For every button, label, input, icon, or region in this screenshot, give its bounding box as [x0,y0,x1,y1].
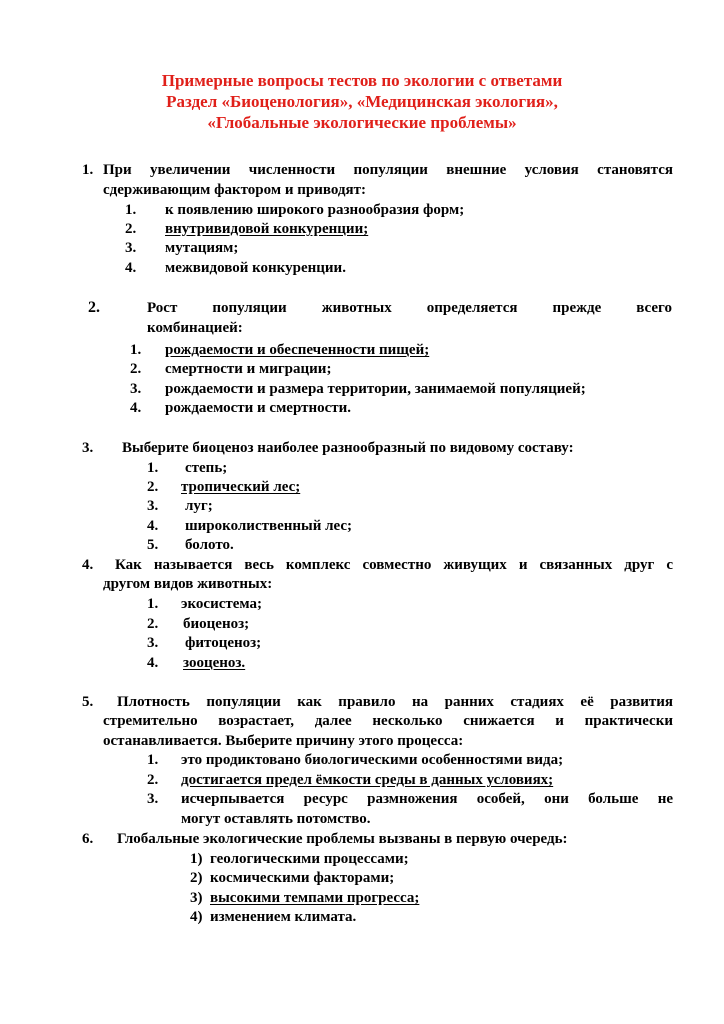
answer-4-2: 2. биоценоз; [147,616,250,632]
answer-3-4: 4. широколиственный лес; [147,518,353,534]
question-text: Плотность популяции как правило на ранних стадиях её развития [117,694,673,710]
question-number: 4. [82,557,94,573]
question-number: 2. [88,299,100,316]
answer-4-3: 3. фитоценоз; [147,635,262,651]
question-text: Выберите биоценоз наиболее разнообразный по видовому составу: [122,440,574,456]
question-text: При увеличении численности популяции внешние условия становятся сдерживающим фактором и приводят: [103,162,673,198]
title-line-1: Примерные вопросы тестов по экологии с ответами [161,71,563,90]
answer-3-5: 5. болото. [147,537,234,553]
question-number: 5. [82,694,94,710]
answer-4-4: 4. зооценоз. [147,655,246,671]
answer-3-2: 2. тропический лес; [147,479,301,495]
question-text-cont: стремительно возрастает, далее несколько снижается и практически останавливается. Выберите причину этого процесса: [103,713,673,749]
question-text: Глобальные экологические проблемы вызваны в первую очередь: [117,831,568,847]
answer-5-2: 2. достигается предел ёмкости среды в данных условиях; [147,772,554,788]
answer-6-3: 3) высокими темпами прогресса; [190,890,420,906]
answer-5-3: 3. исчерпывается ресурс размножения особей, они больше не могут оставлять потомство. [147,791,673,827]
answer-4-1: 1. экосистема; [147,596,263,612]
answer-3-3: 3. луг; [147,498,213,514]
question-number: 3. [82,440,94,456]
answer-2-1: 1. рождаемости и обеспеченности пищей; [130,342,430,358]
answer-2-4: 4. рождаемости и смертности. [130,400,352,416]
question-number: 1. [82,162,94,178]
answer-5-1: 1. это продиктовано биологическими особенностями вида; [147,752,564,768]
answer-2-2: 2. смертности и миграции; [130,361,332,377]
question-number: 6. [82,831,94,847]
answer-6-2: 2) космическими факторами; [190,870,395,886]
answer-1-4: 4. межвидовой конкуренции. [125,260,346,276]
question-text-cont: другом видов животных: [103,576,273,592]
answer-3-1: 1. степь; [147,460,228,476]
document-title [0,70,724,133]
answer-1-1: 1. к появлению широкого разнообразия форм; [125,202,465,218]
answer-1-3: 3. мутациям; [125,240,239,256]
title-line-2: Раздел «Биоценология», «Медицинская экология», [166,92,558,111]
answer-6-1: 1) геологическими процессами; [190,851,409,867]
answer-2-3: 3. рождаемости и размера территории, занимаемой популяцией; [130,381,586,397]
title-line-3: «Глобальные экологические проблемы» [207,113,517,132]
question-text: Рост популяции животных определяется прежде всего комбинацией: [147,300,672,336]
answer-6-4: 4) изменением климата. [190,909,357,925]
question-text: Как называется весь комплекс совместно живущих и связанных друг с [115,557,673,573]
answer-1-2: 2. внутривидовой конкуренции; [125,221,369,237]
